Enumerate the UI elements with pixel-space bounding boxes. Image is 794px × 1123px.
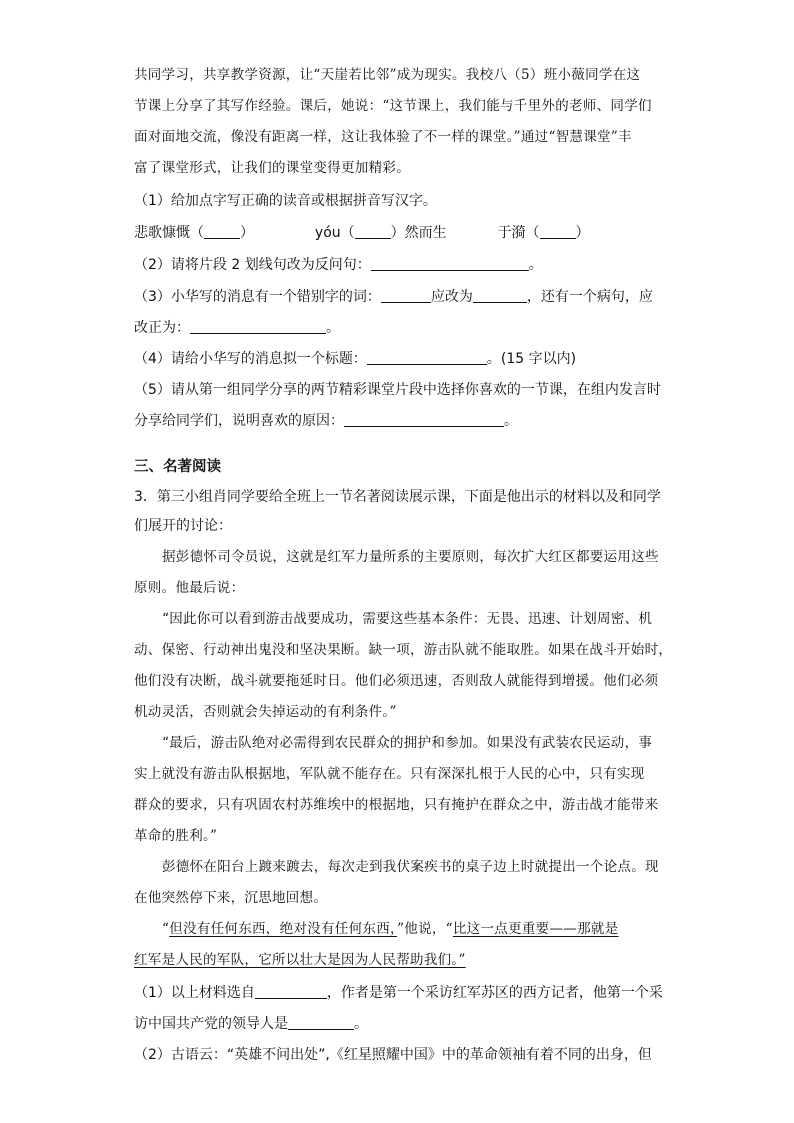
material-line: 原则。他最后说： [134,580,245,596]
paragraph-line: 面对面地交流，像没有距离一样，这让我体验了不一样的课堂。”通过“智慧课堂”丰 [134,129,632,145]
section-heading: 三、名著阅读 [134,459,221,475]
answer-blank[interactable] [367,350,487,365]
question-2-text: （2）请将片段 2 划线句改为反问句： [134,257,371,273]
item2-text-end: ）然而生 [390,225,447,241]
answer-blank[interactable] [190,319,326,334]
sub-question-text: 访中国共产党的领导人是 [134,1016,288,1032]
punct: 。 [504,413,518,429]
answer-blank[interactable] [381,288,431,303]
item3-dotted-char: 漪 [511,225,526,241]
question-3-text: ，还有一个病句，应 [526,289,653,305]
question-5-line1: （5）请从第一组同学分享的两节精彩课堂片段中选择你喜欢的一节课，在组内发言时 [134,382,661,398]
question-1-items [134,223,590,243]
material-line: 他们没有决断，战斗就要拖延时日。他们必须迅速，否则敌人就能得到增援。他们必须 [134,673,659,689]
punct: 。 [528,257,543,273]
item3-text: 于 [497,225,512,241]
question-3-text: 改正为： [134,320,190,336]
answer-blank-3[interactable] [540,224,576,239]
answer-blank-2[interactable] [355,224,391,239]
sub-question-2: （2）古语云：“英雄不问出处”,《红星照耀中国》中的革命领袖有着不同的出身，但 [134,1047,652,1063]
question-1-stem: （1）给加点字写正确的读音或根据拼音写汉字。 [134,193,437,209]
item1-text: 悲歌慷 [134,225,176,241]
sub-question-1-line2 [134,1014,368,1034]
material-line: 实上就没有游击队根据地，军队就不能存在。只有深深扎根于人民的心中，只有实现 [134,766,645,782]
material-line: 机动灵活，否则就会失掉运动的有利条件。” [134,704,397,720]
material-line: “最后，游击队绝对必需得到农民群众的拥护和参加。如果没有武装农民运动，事 [162,735,653,751]
material-line: 在他突然停下来，沉思地回想。 [134,890,328,906]
item2-text: yóu（ [314,225,355,241]
question-5-line2 [134,411,518,431]
material-line-underlined [162,919,618,939]
answer-blank[interactable] [255,984,327,999]
underlined-sentence: 比这一点更重要——那就是 [452,921,619,937]
question-3-intro: 们展开的讨论： [134,518,232,534]
material-text: ”他说，“ [397,921,453,937]
punct: 。 [354,1016,368,1032]
paragraph-line: 节课上分享了其写作经验。课后，她说：“这节课上，我们能与千里外的老师、同学们 [134,98,652,114]
answer-blank[interactable] [473,288,527,303]
material-line-underlined [134,950,466,970]
question-3-text: 应改为 [430,289,473,305]
bracket-close: ） [240,225,254,241]
question-3-line1 [134,287,653,307]
answer-blank[interactable] [344,412,504,427]
question-3-intro: 3．第三小组肖同学要给全班上一节名著阅读展示课，下面是他出示的材料以及和同学 [134,489,661,505]
material-line: 据彭德怀司令员说，这就是红军力量所系的主要原则，每次扩大红区都要运用这些 [162,549,659,565]
question-3-text: （3）小华写的消息有一个错别字的词： [134,289,381,305]
question-4-end: 。(15 字以内) [486,351,577,367]
bracket-open: （ [190,225,204,241]
material-line: 革命的胜利。” [134,828,218,844]
material-line: 群众的要求，只有巩固农村苏维埃中的根据地，只有掩护在群众之中，游击战才能带来 [134,797,659,813]
underlined-sentence: 红军是人民的军队，它所以壮大是因为人民帮助我们。 [134,952,459,968]
underlined-sentence: 但没有任何东西，绝对没有任何东西， [169,921,398,937]
question-4 [134,349,576,369]
sub-question-text: （1）以上材料选自 [134,985,255,1001]
punct: 。 [326,320,340,336]
item1-dotted-char: 慨 [176,225,190,241]
paragraph-line: 富了课堂形式，让我们的课堂变得更加精彩。 [134,160,410,176]
quote-mark: ” [458,952,466,968]
quote-mark: “ [162,921,170,937]
answer-blank[interactable] [288,1015,354,1030]
bracket-close: ） [575,225,590,241]
material-line: 动、保密、行动神出鬼没和坚决果断。缺一项，游击队就不能取胜。如果在战斗开始时， [134,642,673,658]
material-line: 彭德怀在阳台上踱来踱去，每次走到我伏案疾书的桌子边上时就提出一个论点。现 [162,859,659,875]
answer-blank-1[interactable] [204,224,240,239]
sub-question-1-line1 [134,983,663,1003]
material-line: “因此你可以看到游击战要成功，需要这些基本条件：无畏、迅速、计划周密、机 [162,611,653,627]
question-4-text: （4）请给小华写的消息拟一个标题： [134,351,367,367]
paragraph-line: 共同学习，共享教学资源，让“天崖若比邻”成为现实。我校八（5）班小薇同学在这 [134,67,641,83]
bracket-open: （ [525,225,540,241]
question-2 [134,255,543,275]
question-5-text: 分享给同学们，说明喜欢的原因： [134,413,344,429]
question-3-line2 [134,318,340,338]
sub-question-text: ，作者是第一个采访红军苏区的西方记者，他第一个采 [326,985,663,1001]
answer-blank[interactable] [371,256,529,271]
